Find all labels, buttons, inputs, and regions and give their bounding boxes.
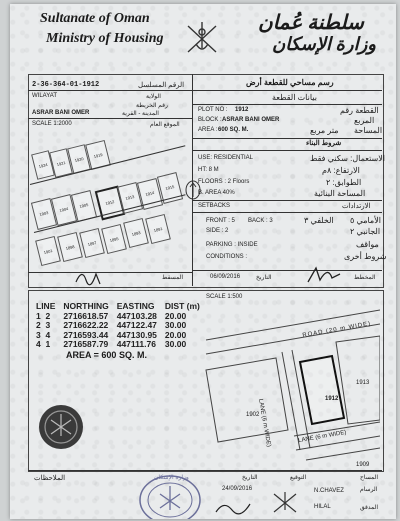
line-to: 3 bbox=[45, 320, 51, 330]
conditions-ar: شروط أخرى bbox=[344, 252, 387, 261]
small-emblem-icon bbox=[270, 490, 300, 516]
plot-right-label: 1913 bbox=[356, 380, 370, 386]
oman-emblem-icon bbox=[182, 18, 222, 58]
line-from: 3 bbox=[36, 329, 41, 340]
plot-data-ar: بيانات القطعة bbox=[272, 93, 317, 102]
use-ar: الاستعمال: سكني فقط bbox=[310, 154, 385, 163]
sq-m-ar: متر مربع bbox=[310, 126, 339, 135]
use-text: USE: RESIDENTIAL bbox=[198, 155, 254, 161]
land-survey-document: Sultanate of Oman Ministry of Housing سلطنة عُمان وزارة الإسكان رسم مساحي للقطعة أرض بيانات القطعة 2-36-364-01-1912 الرقم المسلسل WILAYAT الولاية رقم الخريطة ASRAR BANI OMER المدينة - القرية SCALE 1:2000 الموقع العام 1924 1921 1920 1919 1903 1904 1905 1912 1913 1914 1915 1901 1898 1897 1895 1893 1891 المسقط PLOT NO : 1912 القطعة رقم BLOCK : ASRAR BANI OMER المربع AREA : 600 SQ. M. متر مربع المساحة شروط البناء USE: RESIDENTIAL الاستعمال: سكني فقط HT: 8 M الارتفاع: ٨م FLOORS : 2 Floors الطوابق: ٢ B. AREA 40% المساحة البنائية SETBACKS الارتدادات FRONT : 5 BACK : 3 الخلفي ٣ الأمامي ٥ SIDE : 2 الجانبي ٢ PARKING : INSIDE مواقف CONDITIONS : شروط أخرى 06/09/2016 التاريخ المخطط SCALE 1:500 LINE NORTHING EASTING DIST (m) 1 2 2716618.57 447103.28 20.00 2 3 2716622.22 447122.47 30.00 3 4 2716593.44 447130.95 20.00 4 1 2716587.79 447111.76 30.00 AREA = 600 SQ. M. ROAD (20 m WIDE) LANE (6 m WIDE) LANE (6 m WIDE) 1912 1913 1902 1909 الملاحظات وزارة الإسكان التاريخ التوقيع المساح 24/09/2016 N.CHAVEZ الرسام HILAL المدقق bbox=[10, 4, 396, 519]
dist-cell: 20.00 bbox=[164, 329, 187, 340]
easting-cell: 447103.28 bbox=[116, 310, 157, 321]
plot-main-label: 1912 bbox=[325, 396, 339, 402]
total-area: AREA = 600 SQ. M. bbox=[66, 350, 147, 360]
plot-no-label: PLOT NO : bbox=[198, 107, 228, 113]
table-row bbox=[32, 340, 204, 350]
plans-label-ar: المسقط bbox=[162, 275, 184, 281]
floors-ar: الطوابق: ٢ bbox=[326, 178, 362, 187]
northing-cell: 2716618.57 bbox=[63, 310, 109, 321]
drafter-label-ar: الرسام bbox=[360, 487, 378, 493]
block-value: ASRAR BANI OMER bbox=[222, 117, 280, 123]
notes-label-ar: الملاحظات bbox=[34, 475, 66, 482]
checker-label-ar: المدقق bbox=[360, 505, 378, 511]
ministry-name-ar: وزارة الإسكان bbox=[272, 34, 377, 54]
coordinate-table bbox=[32, 302, 204, 350]
lane-label-horizontal: LANE (6 m WIDE) bbox=[297, 429, 347, 445]
plot-left-label: 1902 bbox=[246, 412, 260, 418]
dist-cell: 20.00 bbox=[164, 310, 187, 321]
checker-name: HILAL bbox=[314, 504, 331, 510]
footer-date: 24/09/2016 bbox=[222, 486, 253, 492]
line-from: 4 bbox=[36, 339, 41, 349]
wilayat-label-ar: الولاية bbox=[146, 94, 161, 100]
footer-date-label-ar: التاريخ bbox=[242, 475, 258, 481]
easting-cell: 447122.47 bbox=[116, 320, 157, 330]
barea-text: B. AREA 40% bbox=[198, 190, 235, 196]
dist-cell: 30.00 bbox=[164, 320, 187, 330]
signature-icon bbox=[74, 266, 102, 288]
country-name-ar: سلطنة عُمان bbox=[258, 12, 364, 34]
map-label-ar: رقم الخريطة bbox=[136, 103, 168, 109]
line-to: 1 bbox=[45, 339, 51, 349]
coord-header: NORTHING bbox=[63, 301, 109, 311]
survey-title-ar: رسم مساحي للقطعة أرض bbox=[246, 78, 334, 87]
conditions-title-ar: شروط البناء bbox=[306, 140, 342, 147]
easting-cell: 447130.95 bbox=[116, 329, 157, 340]
detail-scale: SCALE 1:500 bbox=[206, 294, 243, 300]
height-text: HT: 8 M bbox=[198, 167, 219, 173]
coord-header: DIST (m) bbox=[164, 301, 200, 311]
line-to: 4 bbox=[45, 329, 51, 340]
ministry-name-en: Ministry of Housing bbox=[46, 31, 164, 46]
side-setback-ar: الجانبي ٢ bbox=[350, 227, 381, 236]
embossed-seal-icon bbox=[36, 402, 86, 452]
northing-cell: 2716622.22 bbox=[63, 320, 109, 330]
plot-no-value: 1912 bbox=[235, 107, 249, 113]
drafter-name: N.CHAVEZ bbox=[314, 488, 344, 494]
site-plan-ar: الموقع العام bbox=[150, 122, 180, 128]
footer-signature-icon bbox=[214, 498, 254, 516]
line-from: 1 bbox=[36, 310, 41, 321]
wilayat-label: WILAYAT bbox=[32, 93, 58, 99]
surveyor-label-ar: المساح bbox=[360, 475, 379, 481]
barea-ar: المساحة البنائية bbox=[314, 189, 366, 198]
lane-label-vertical: LANE (6 m WIDE) bbox=[257, 398, 272, 448]
coord-header: LINE bbox=[36, 301, 56, 311]
back-setback: BACK : 3 bbox=[248, 218, 273, 224]
plot-no-ar: القطعة رقم bbox=[340, 106, 379, 115]
conditions-text: CONDITIONS : bbox=[206, 254, 248, 260]
stamp-text-ar: وزارة الإسكان bbox=[154, 475, 189, 481]
front-setback: FRONT : 5 bbox=[206, 218, 235, 224]
issue-date-label-ar: التاريخ bbox=[256, 275, 272, 281]
village-label-ar: المدينة - القرية bbox=[122, 111, 159, 117]
coord-header: EASTING bbox=[116, 301, 155, 311]
line-to: 2 bbox=[45, 310, 51, 321]
country-name-en: Sultanate of Oman bbox=[40, 11, 150, 26]
village-value: ASRAR BANI OMER bbox=[32, 110, 90, 116]
back-setback-ar: الخلفي ٣ bbox=[304, 216, 334, 225]
road-label: ROAD (20 m WIDE) bbox=[302, 320, 372, 340]
line-from: 2 bbox=[36, 320, 41, 330]
area-ar: المساحة bbox=[354, 126, 383, 135]
block-ar: المربع bbox=[354, 116, 375, 125]
easting-cell: 447111.76 bbox=[116, 339, 156, 349]
issue-date: 06/09/2016 bbox=[210, 274, 241, 280]
side-setback: SIDE : 2 bbox=[206, 228, 229, 234]
parking-ar: مواقف bbox=[356, 240, 379, 249]
setbacks-label: SETBACKS bbox=[198, 203, 231, 209]
approval-signature-icon bbox=[306, 264, 342, 286]
northing-cell: 2716593.44 bbox=[63, 329, 109, 340]
plot-bottom-label: 1909 bbox=[356, 462, 370, 468]
block-label: BLOCK : bbox=[198, 117, 222, 123]
parking-text: PARKING : INSIDE bbox=[206, 242, 258, 248]
dist-cell: 30.00 bbox=[164, 339, 187, 349]
plans-ar: المخطط bbox=[354, 275, 376, 281]
front-setback-ar: الأمامي ٥ bbox=[350, 216, 381, 225]
area-value: 600 SQ. M. bbox=[218, 127, 249, 133]
northing-cell: 2716587.79 bbox=[63, 339, 109, 349]
site-scale: SCALE 1:2000 bbox=[32, 121, 72, 127]
floors-text: FLOORS : 2 Floors bbox=[198, 179, 250, 185]
setbacks-ar: الارتدادات bbox=[342, 203, 371, 210]
serial-label-ar: الرقم المسلسل bbox=[138, 82, 185, 89]
footer-signature-ar: التوقيع bbox=[290, 475, 307, 481]
height-ar: الارتفاع: ٨م bbox=[322, 166, 360, 175]
serial-number: 2-36-364-01-1912 bbox=[32, 81, 100, 89]
area-label: AREA : bbox=[198, 127, 218, 133]
